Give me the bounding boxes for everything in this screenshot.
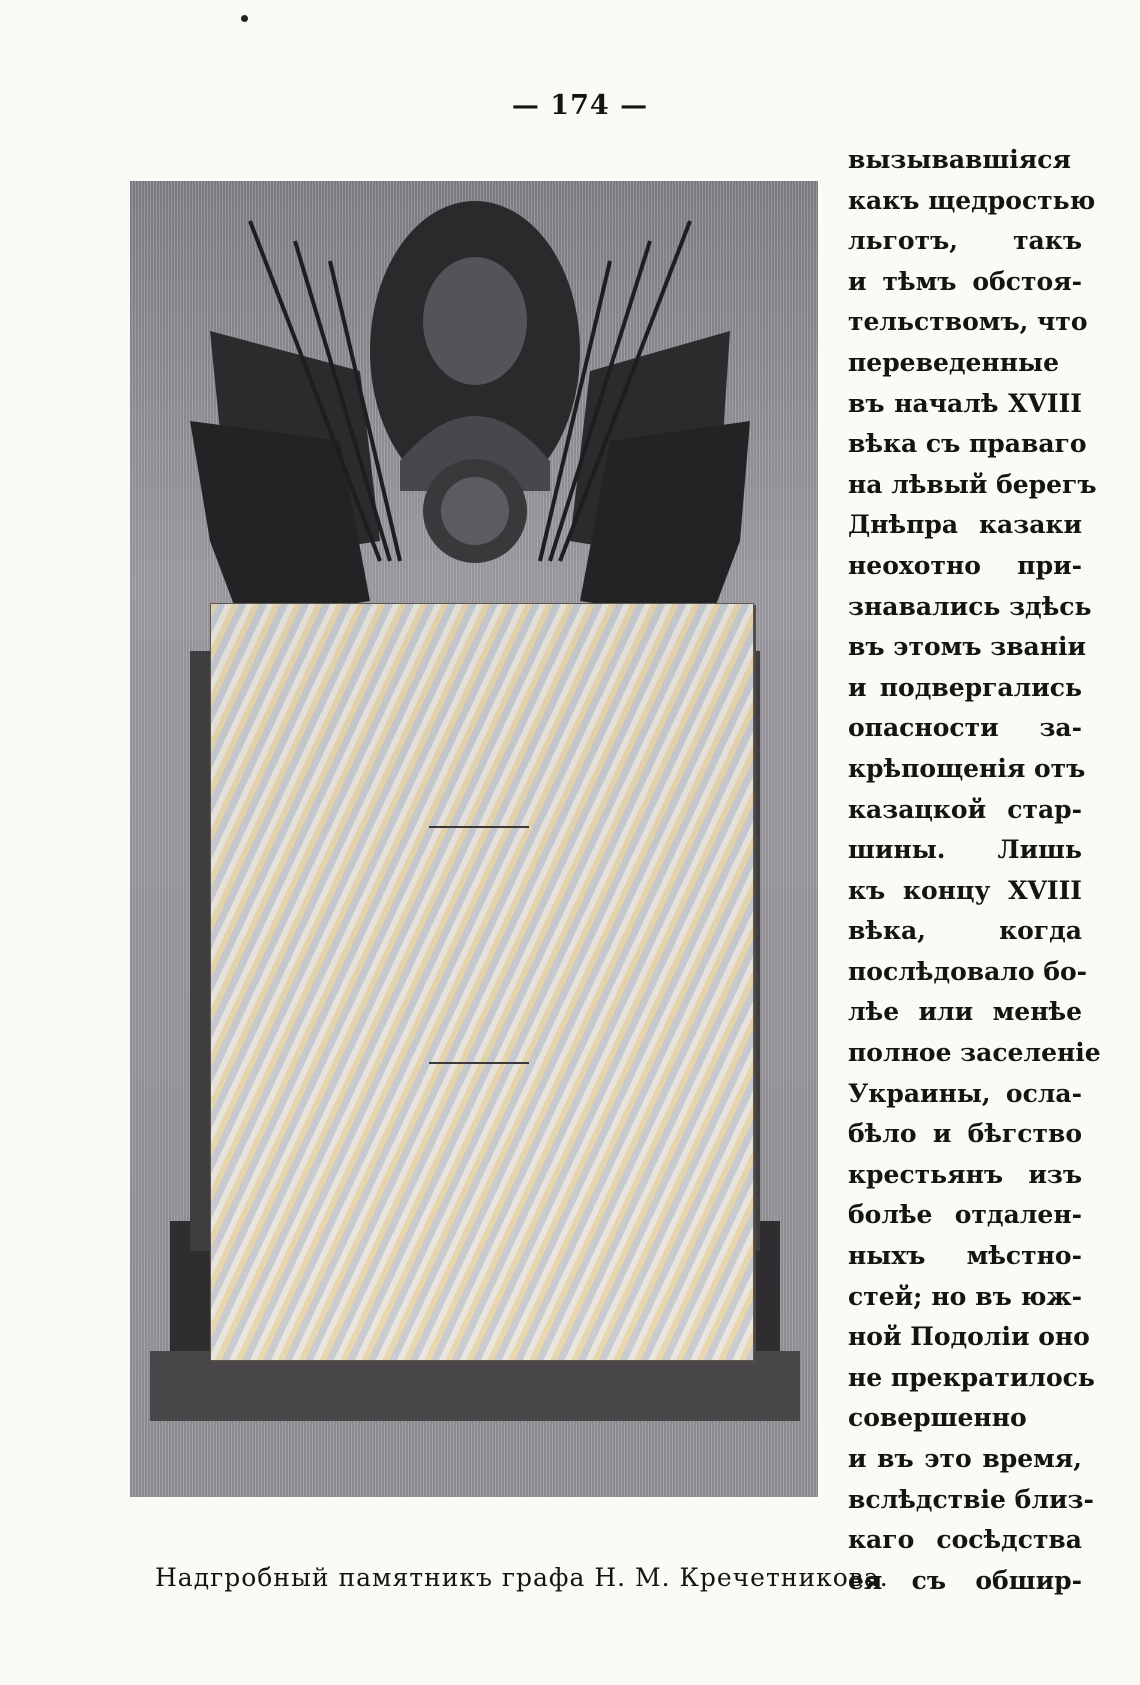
body-text-line: на лѣвый берегъ	[848, 469, 1097, 499]
body-text-line: тельствомъ, что	[848, 307, 1088, 337]
body-text-line: полное заселеніе	[848, 1038, 1101, 1068]
memorial-engraving	[130, 181, 818, 1497]
body-text-line: послѣдовало бо-	[848, 956, 1088, 986]
body-text-line: шины. Лишь	[848, 835, 1082, 865]
body-text-line: каго сосѣдства	[848, 1525, 1082, 1555]
body-text-column	[848, 140, 1101, 1601]
body-text-line: казацкой стар-	[848, 794, 1082, 824]
body-text-line: и тѣмъ обстоя-	[848, 266, 1082, 296]
pedestal-foot	[150, 1351, 800, 1421]
body-text-line: опасности за-	[848, 713, 1082, 743]
body-text-line: ной Подоліи оно	[848, 1322, 1090, 1352]
inscription-russian	[229, 622, 735, 814]
body-text-line: къ концу XVIII	[848, 875, 1082, 905]
body-text-line: бѣло и бѣгство	[848, 1119, 1082, 1149]
body-text-line: въ началѣ XVIII	[848, 388, 1082, 418]
body-text-line: крѣпощенія отъ	[848, 753, 1086, 783]
inscription-latin	[229, 1078, 735, 1238]
inscription-divider	[429, 1062, 529, 1064]
body-text-line: вѣка, когда	[848, 916, 1082, 946]
body-text-line: болѣе отдален-	[848, 1200, 1082, 1230]
body-text-line: вѣка съ праваго	[848, 429, 1087, 459]
body-text-line: какъ щедростью	[848, 185, 1096, 215]
body-text-line: не прекратилось	[848, 1362, 1095, 1392]
portrait-head	[423, 257, 527, 385]
body-text-line: ныхъ мѣстно-	[848, 1241, 1082, 1271]
stray-ink-dot	[241, 15, 248, 22]
body-text-line: Украины, осла-	[848, 1078, 1082, 1108]
body-text-line: льготъ, такъ	[848, 226, 1082, 256]
inscription-polish	[229, 842, 735, 1050]
inscription-divider	[429, 826, 529, 828]
body-text-line: переведенные	[848, 347, 1059, 377]
illustration-caption: Надгробный памятникъ графа Н. М. Кречетникова.	[155, 1563, 889, 1592]
inscription-plaque	[210, 603, 754, 1361]
body-text-line: неохотно при-	[848, 550, 1082, 580]
body-text-line: совершенно	[848, 1403, 1027, 1433]
body-text-line: крестьянъ изъ	[848, 1159, 1082, 1189]
body-text-line: и въ это время,	[848, 1444, 1082, 1473]
body-text-line: Днѣпра казаки	[848, 510, 1082, 540]
body-text-line: ея съ обшир-	[848, 1565, 1082, 1595]
body-text-line: и подвергались	[848, 672, 1082, 702]
body-text-line: стей; но въ юж-	[848, 1281, 1082, 1311]
body-text-line: вслѣдствіе близ-	[848, 1484, 1094, 1514]
page-number: — 174 —	[511, 90, 649, 121]
body-text-line: въ этомъ званіи	[848, 632, 1087, 662]
body-text-line: знавались здѣсь	[848, 591, 1092, 621]
body-text-line: вызывавшіяся	[848, 145, 1071, 174]
body-text-line: лѣе или менѣе	[848, 997, 1082, 1027]
